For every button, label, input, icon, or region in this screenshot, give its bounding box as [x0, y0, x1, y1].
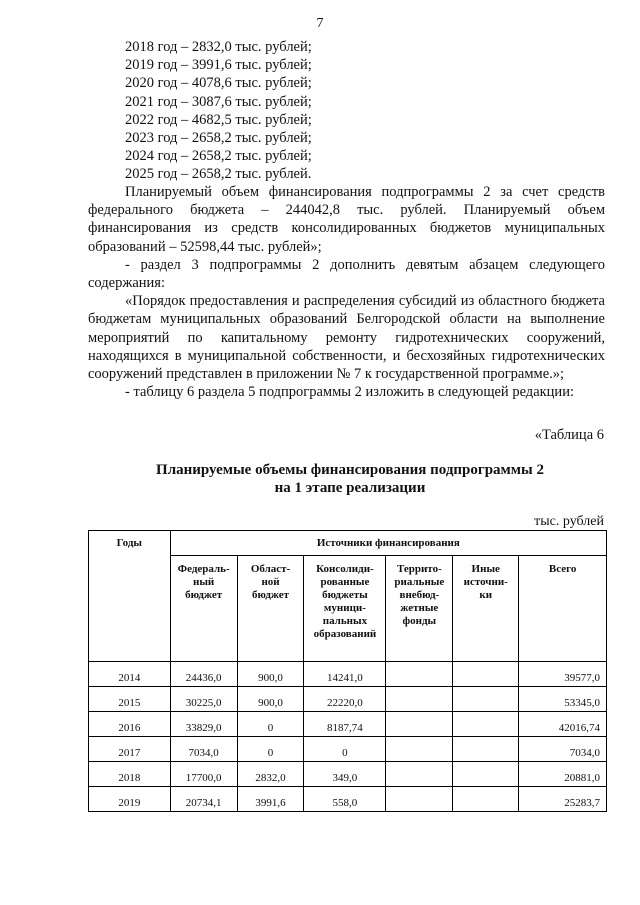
cell-federal: 30225,0: [170, 687, 237, 712]
cell-other: [453, 787, 519, 812]
column-header-other: Иные источни- ки: [453, 556, 519, 662]
body-text: [88, 183, 605, 401]
cell-other: [453, 712, 519, 737]
cell-municipal: 22220,0: [304, 687, 386, 712]
column-header-total: Всего: [519, 556, 607, 662]
cell-regional: 0: [237, 737, 304, 762]
cell-total: 39577,0: [519, 662, 607, 687]
cell-total: 42016,74: [519, 712, 607, 737]
table-row: [89, 737, 607, 762]
funding-line-2023: 2023 год – 2658,2 тыс. рублей;: [125, 130, 312, 147]
cell-territorial: [386, 687, 453, 712]
cell-regional: 0: [237, 712, 304, 737]
cell-year: 2017: [89, 737, 171, 762]
table-row: [89, 662, 607, 687]
table-row: [89, 787, 607, 812]
column-header-municipal: Консолиди- рованные бюджеты муници- пальных образований: [304, 556, 386, 662]
cell-municipal: 8187,74: [304, 712, 386, 737]
cell-year: 2015: [89, 687, 171, 712]
cell-total: 7034,0: [519, 737, 607, 762]
cell-federal: 17700,0: [170, 762, 237, 787]
funding-line-2018: 2018 год – 2832,0 тыс. рублей;: [125, 39, 312, 55]
table-row: [89, 762, 607, 787]
column-header-territorial: Террито- риальные внебюд- жетные фонды: [386, 556, 453, 662]
cell-total: 53345,0: [519, 687, 607, 712]
paragraph-table6-amendment: - таблицу 6 раздела 5 подпрограммы 2 изложить в следующей редакции:: [125, 384, 574, 401]
cell-other: [453, 737, 519, 762]
cell-regional: 2832,0: [237, 762, 304, 787]
table-row: [89, 687, 607, 712]
funding-line-2021: 2021 год – 3087,6 тыс. рублей;: [125, 93, 312, 110]
paragraph-section3-amendment: - раздел 3 подпрограммы 2 дополнить девятым абзацем следующего содержания:: [88, 256, 605, 292]
funding-table: [88, 530, 607, 812]
cell-year: 2016: [89, 712, 171, 737]
funding-by-year-list: [125, 38, 312, 184]
column-header-federal: Федераль- ный бюджет: [170, 556, 237, 662]
cell-territorial: [386, 662, 453, 687]
cell-territorial: [386, 737, 453, 762]
cell-territorial: [386, 762, 453, 787]
cell-other: [453, 762, 519, 787]
cell-regional: 900,0: [237, 662, 304, 687]
column-header-sources: Источники финансирования: [170, 531, 606, 556]
cell-municipal: 14241,0: [304, 662, 386, 687]
cell-federal: 24436,0: [170, 662, 237, 687]
column-header-years: Годы: [89, 531, 171, 662]
table-row: [89, 712, 607, 737]
cell-federal: 20734,1: [170, 787, 237, 812]
funding-line-2022: 2022 год – 4682,5 тыс. рублей;: [125, 111, 312, 128]
units-label: тыс. рублей: [534, 514, 604, 529]
cell-other: [453, 687, 519, 712]
cell-other: [453, 662, 519, 687]
funding-line-2019: 2019 год – 3991,6 тыс. рублей;: [125, 57, 312, 74]
cell-year: 2018: [89, 762, 171, 787]
cell-municipal: 349,0: [304, 762, 386, 787]
cell-municipal: 558,0: [304, 787, 386, 812]
paragraph-subsidy-procedure: «Порядок предоставления и распределения субсидий из областного бюджета бюджетам муниципальных образований Белгородской области на выполнение мероприятий по капитальному ремонту гидротехнических сооружений, находящихся в муниципальной собственности, и бесхозяйных гидротехнических сооружений представлен в приложении № 7 к государственной программе.»;: [88, 293, 605, 383]
funding-line-2020: 2020 год – 4078,6 тыс. рублей;: [125, 75, 312, 92]
cell-territorial: [386, 712, 453, 737]
cell-federal: 33829,0: [170, 712, 237, 737]
cell-territorial: [386, 787, 453, 812]
cell-municipal: 0: [304, 737, 386, 762]
table-title: [0, 461, 640, 497]
cell-year: 2019: [89, 787, 171, 812]
cell-regional: 900,0: [237, 687, 304, 712]
cell-regional: 3991,6: [237, 787, 304, 812]
funding-line-2025: 2025 год – 2658,2 тыс. рублей.: [125, 166, 312, 183]
cell-federal: 7034,0: [170, 737, 237, 762]
paragraph-federal-funding: Планируемый объем финансирования подпрограммы 2 за счет средств федерального бюджета – 244042,8 тыс. рублей. Планируемый объем финансирования из средств консолидированных бюджетов муниципальных образований – 52598,44 тыс. рублей»;: [88, 184, 605, 255]
page-number: 7: [316, 16, 324, 31]
table-reference: «Таблица 6: [534, 427, 604, 443]
funding-line-2024: 2024 год – 2658,2 тыс. рублей;: [125, 148, 312, 165]
column-header-regional: Област- ной бюджет: [237, 556, 304, 662]
table-title-line-1: Планируемые объемы финансирования подпрограммы 2: [156, 462, 544, 478]
cell-total: 20881,0: [519, 762, 607, 787]
table-title-line-2: на 1 этапе реализации: [274, 480, 426, 496]
cell-year: 2014: [89, 662, 171, 687]
cell-total: 25283,7: [519, 787, 607, 812]
